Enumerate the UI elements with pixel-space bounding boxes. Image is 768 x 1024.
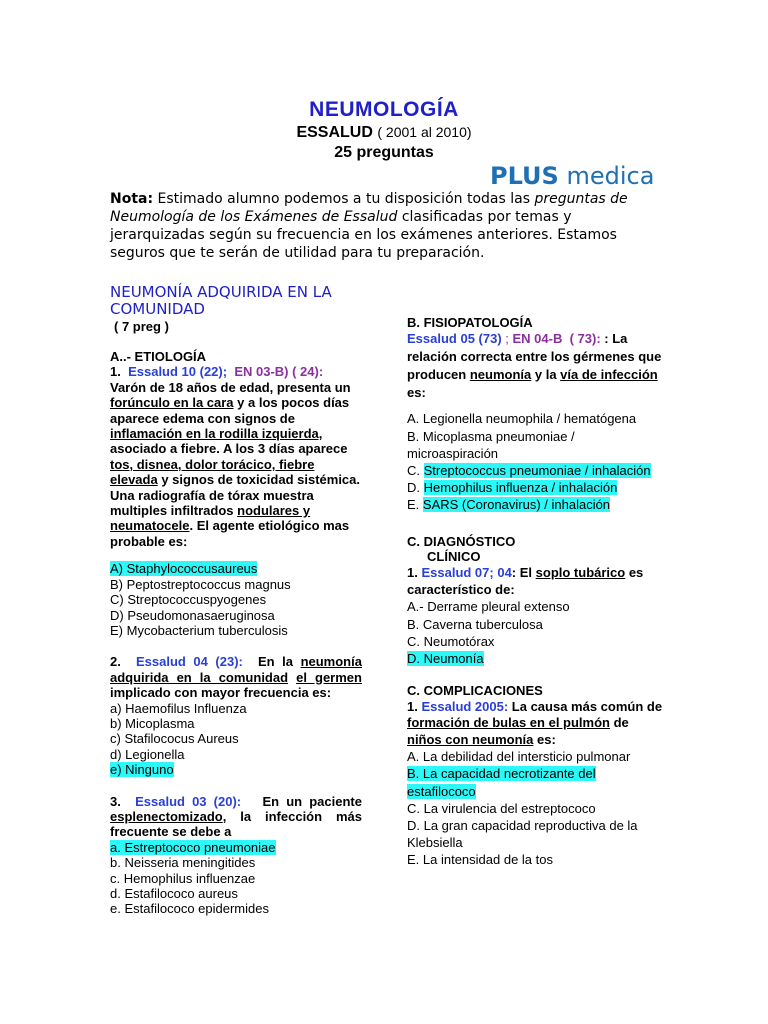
brand-bold: PLUS [490,162,559,190]
stem-text: es característico de: [407,565,644,598]
answer-option: A. Legionella neumophila / hematógena [407,411,637,427]
stem-underlined: neumonía adquirida en la comunidad [110,654,362,685]
exam-ref: Essalud 07; 04 [421,565,512,581]
stem-text: y la [531,367,561,383]
brand-logo [490,162,654,190]
stem-underlined: vía de infección [560,367,658,383]
stem-text: La causa más común de [508,698,663,714]
stem-text: El [516,565,536,581]
question-c2-options [407,748,667,868]
correct-answer: D. Neumonía [407,651,484,667]
stem-text: es: [533,731,556,747]
question-number: 2. [110,654,121,670]
heading-complicaciones: C. COMPLICACIONES [407,683,543,699]
question-b-options [407,410,667,513]
heading-diagnostico: C. DIAGNÓSTICO [407,533,516,549]
answer-option: C. Neumotórax [407,633,495,649]
correct-answer: B. La capacidad necrotizante del estafilococo [407,766,596,799]
stem-text: : La relación correcta entre los gérmenes que producen [407,331,662,383]
stem-text: En la [257,654,301,670]
question-b-stem [407,330,667,402]
page-title: NEUMOLOGÍA [309,98,459,121]
stem-underlined: inflamación en la rodilla izquierda, [110,426,323,442]
option-letter: C. [407,463,424,479]
question-c1-options [407,598,667,667]
note-label: Nota: [110,191,154,207]
exam-ref: Essalud 03 (20): [135,793,242,809]
stem-underlined: forúnculo en la cara [110,395,234,411]
answer-option: A.- Derrame pleural extenso [407,599,570,615]
stem-underlined: nodulares y neumatocele [110,503,311,534]
answer-option: d) Legionella [110,746,185,762]
stem-underlined: esplenectomizado [110,808,223,824]
answer-option: a) Haemofilus Influenza [110,700,247,716]
answer-option: b. Neisseria meningitides [110,855,256,871]
answer-option: c. Hemophilus influenzae [110,870,256,886]
brand-light: medica [566,162,655,190]
correct-answer: SARS (Coronavirus) / inhalación [422,497,611,513]
question-c2-stem [407,699,667,749]
question-2-stem [110,654,362,700]
right-column [407,315,667,869]
answer-option: B. Micoplasma pneumoniae / microaspiración [407,428,575,461]
correct-answer: Hemophilus influenza / inhalación [423,480,618,496]
option-letter: E. [407,497,423,513]
page-subtitle [0,124,768,142]
question-number: 1. [407,565,418,581]
answer-option: B. Caverna tuberculosa [407,616,543,632]
answer-option: D) Pseudomonasaeruginosa [110,607,275,623]
stem-text: : [511,565,517,581]
question-number: 1. [110,364,121,380]
stem-text: de [609,715,629,731]
stem-underlined: tos, disnea, dolor torácico, fiebre elevada [110,456,315,488]
exam-ref: ( 73): [569,331,601,347]
stem-underlined: soplo tubárico [535,565,626,581]
stem-underlined: neumonía [469,367,532,383]
stem-text [288,670,296,685]
stem-text: y signos de toxicidad sistémica. Una radiografía de tórax muestra multiples infiltrados [110,472,360,519]
correct-answer: a. Estreptococo pneumoniae [110,839,276,855]
correct-answer: Streptococcus pneumoniae / inhalación [423,463,651,479]
question-c1-stem [407,564,667,598]
stem-text: asociado a fiebre. A los 3 días aparece [110,441,348,457]
question-1-stem [110,364,362,549]
left-column [110,349,362,917]
stem-text: implicado con mayor frecuencia es: [110,685,332,701]
question-2-options [110,701,362,778]
heading-clinico: CLÍNICO [427,549,481,565]
exam-ref: Essalud 10 (22); [128,364,228,380]
note-text-2: clasificadas por temas y jerarquizadas según su frecuencia en los exámenes anteriores. Estamos seguros que te serán de utilidad para tu preparación. [110,209,617,261]
stem-text: , la infección más frecuente se debe a [110,808,362,840]
answer-option: E. La intensidad de la tos [407,852,553,868]
answer-option [407,765,667,799]
answer-option [110,762,362,777]
section-title: NEUMONÍA ADQUIRIDA EN LA COMUNIDAD [110,283,332,318]
answer-option: c) Stafilococus Aureus [110,731,239,747]
heading-etiologia: A..- ETIOLOGÍA [110,349,207,364]
exam-ref: Essalud 2005: [421,698,509,714]
question-number: 3. [110,793,121,809]
answer-option [110,561,362,576]
exam-ref: Essalud 05 (73) [407,331,502,347]
stem-text: . El agente etiológico mas probable es: [110,518,350,549]
stem-text: Varón de 18 años de edad, presenta un [110,379,351,395]
answer-option [407,479,667,496]
question-count: 25 preguntas [334,144,434,161]
stem-text: es: [407,385,426,401]
exam-ref: EN 04-B [512,331,563,347]
question-1-options [110,561,362,638]
exam-ref-separator: ; [501,331,513,347]
question-3-options [110,840,362,917]
stem-text: y a los pocos días aparece edema con signos de [110,395,350,426]
answer-option [407,650,667,667]
stem-underlined: niños con neumonía [407,731,534,747]
answer-option: B) Peptostreptococcus magnus [110,576,291,592]
correct-answer: e) Ninguno [110,762,174,778]
note-text-1: Estimado alumno podemos a tu disposición todas las [153,191,535,207]
answer-option: b) Micoplasma [110,715,195,731]
answer-option [110,840,362,855]
exam-ref: EN 03-B) ( 24): [234,364,324,380]
intro-note [110,190,650,262]
heading-fisiopatologia: B. FISIOPATOLOGÍA [407,315,533,330]
question-3-stem [110,794,362,840]
answer-option: E) Mycobacterium tuberculosis [110,622,288,638]
question-number: 1. [407,698,418,714]
correct-answer: A) Staphylococcusaureus [110,561,258,577]
stem-underlined: formación de bulas en el pulmón [407,715,610,731]
stem-underlined: el germen [296,669,362,685]
subtitle-main: ESSALUD [296,124,373,141]
answer-option [407,462,667,479]
answer-option: d. Estafilococo aureus [110,886,238,901]
exam-ref: Essalud 04 (23): [135,654,243,670]
answer-option: D. La gran capacidad reproductiva de la Klebsiella [407,817,638,851]
answer-option: e. Estafilococo epidermides [110,901,269,917]
section-count: ( 7 preg ) [114,319,169,334]
subtitle-years: ( 2001 al 2010) [377,124,472,140]
note-text-emph: preguntas de Neumología de los Exámenes de Essalud [110,191,628,225]
answer-option: C) Streptococcuspyogenes [110,592,267,608]
option-letter: D. [407,480,424,496]
stem-text: En un paciente [262,793,362,809]
answer-option [407,496,667,513]
answer-option: C. La virulencia del estreptococo [407,800,596,816]
answer-option: A. La debilidad del intersticio pulmonar [407,749,631,765]
